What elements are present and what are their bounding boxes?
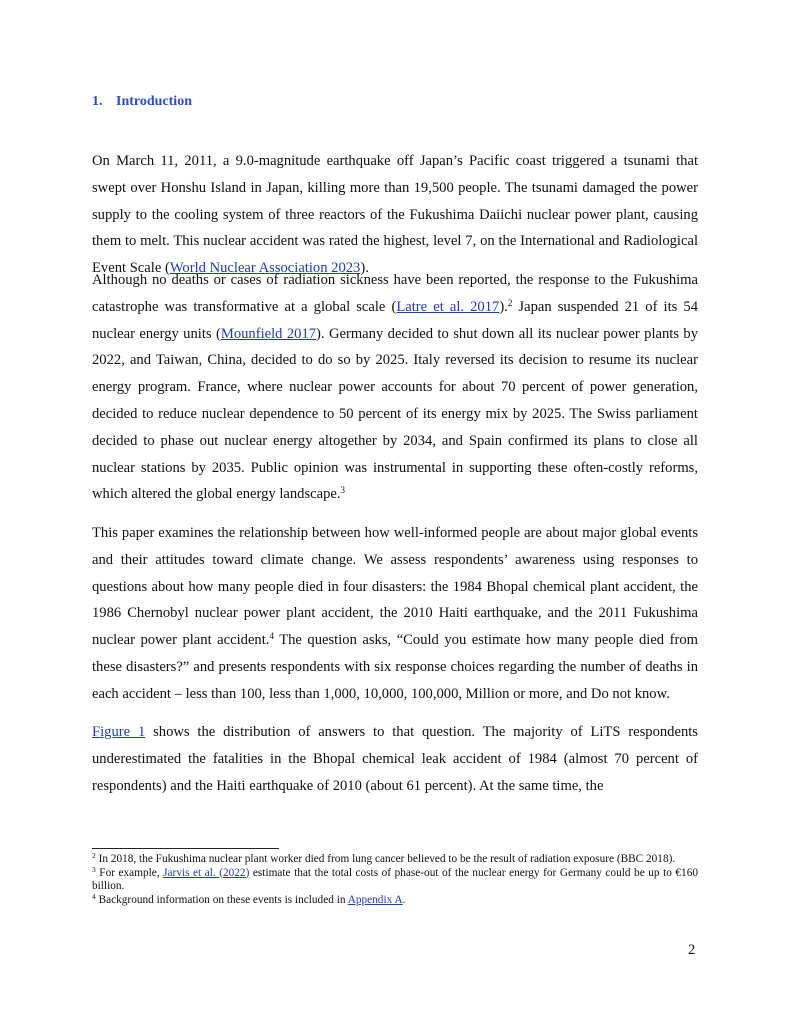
paragraph-text: Japan suspended 21 of its 54 nuclear energy units ( <box>92 298 698 342</box>
citation-link-mounfield[interactable]: Mounfield 2017 <box>220 325 317 342</box>
figure-link[interactable]: Figure 1 <box>92 724 146 740</box>
citation-link-world-nuclear-association[interactable]: World Nuclear Association 2023 <box>169 260 361 277</box>
paragraph-1 <box>92 148 698 282</box>
footnote-number: 4 <box>92 891 96 901</box>
footnote-text: For example, <box>95 866 164 879</box>
footnote-3 <box>92 864 698 894</box>
section-heading <box>92 94 192 110</box>
paragraph-3 <box>92 520 698 708</box>
footnote-ref-3[interactable]: 3 <box>340 485 346 496</box>
paragraph-text: shows the distribution of answers to that question. The majority of LiTS respondents underestimated the fatalities in the Bhopal chemical leak accident of 1984 (almost 70 percent of respondents) and the Haiti earthquake of 2010 (about 61 percent). At the same time, the <box>92 724 698 794</box>
paragraph-text: This paper examines the relationship between how well-informed people are about major global events and their attitudes toward climate change. We assess respondents’ awareness using responses to questions about how many people died in four disasters: the 1984 Bhopal chemical plant accident, the 1986 Chernobyl nuclear power plant accident, the 2010 Haiti earthquake, and the 2011 Fukushima nuclear power plant accident. <box>92 525 698 649</box>
footnote-2 <box>92 853 698 867</box>
paragraph-text: ). Germany decided to shut down all its nuclear power plants by 2022, and Taiwan, China, decided to do so by 2025. Italy reversed its decision to resume its nuclear energy program. France, where nuclear power accounts for about 70 percent of power generation, decided to reduce nuclear dependence to 50 percent of its energy mix by 2025. The Swiss parliament decided to phase out nuclear energy altogether by 2034, and Spain confirmed its plans to close all nuclear stations by 2035. Public opinion was instrumental in supporting these often-costly reforms, which altered the global energy landscape. <box>92 325 698 503</box>
paragraph-text: On March 11, 2011, a 9.0-magnitude earthquake off Japan’s Pacific coast triggered a tsunami that swept over Honshu Island in Japan, killing more than 19,500 people. The tsunami damaged the power supply to the cooling system of three reactors of the Fukushima Daiichi nuclear power plant, causing them to melt. This nuclear accident was rated the highest, level 7, on the International and Radiological Event Scale ( <box>92 153 698 277</box>
paragraph-text: The question asks, “Could you estimate how many people died from these disasters?” and presents respondents with six response choices regarding the number of deaths in each accident – less than 100, less than 1,000, 10,000, 100,000, Million or more, and Do not know. <box>92 632 698 702</box>
paragraph-4 <box>92 719 698 799</box>
footnote-text: In 2018, the Fukushima nuclear plant worker died from lung cancer believed to be the result of radiation exposure (BBC 2018). <box>95 853 676 865</box>
footnote-text: estimate that the total costs of phase-out of the nuclear energy for Germany could be up to €160 billion. <box>92 866 698 892</box>
footnote-4 <box>92 891 698 908</box>
footnote-number: 3 <box>92 864 96 874</box>
paragraph-text: ). <box>499 298 508 315</box>
footnote-divider <box>92 848 279 849</box>
footnote-text: Background information on these events is included in <box>95 893 348 906</box>
footnote-ref-2[interactable]: 2 <box>507 297 513 308</box>
footnote-text: . <box>402 893 406 906</box>
section-title: Introduction <box>116 94 192 109</box>
paragraph-text: Although no deaths or cases of radiation sickness have been reported, the response to the Fukushima catastrophe was transformative at a global scale ( <box>92 272 698 315</box>
citation-link-jarvis[interactable]: Jarvis et al. (2022) <box>163 866 250 879</box>
footnote-ref-4[interactable]: 4 <box>269 631 274 642</box>
appendix-link[interactable]: Appendix A <box>347 893 403 906</box>
footnote-number: 2 <box>92 851 96 860</box>
footnotes <box>92 853 698 907</box>
section-number: 1. <box>92 94 103 109</box>
page-number: 2 <box>688 942 696 958</box>
paragraph-text: ). <box>360 260 369 277</box>
paragraph-2 <box>92 267 698 508</box>
citation-link-latre[interactable]: Latre et al. 2017 <box>396 298 500 315</box>
